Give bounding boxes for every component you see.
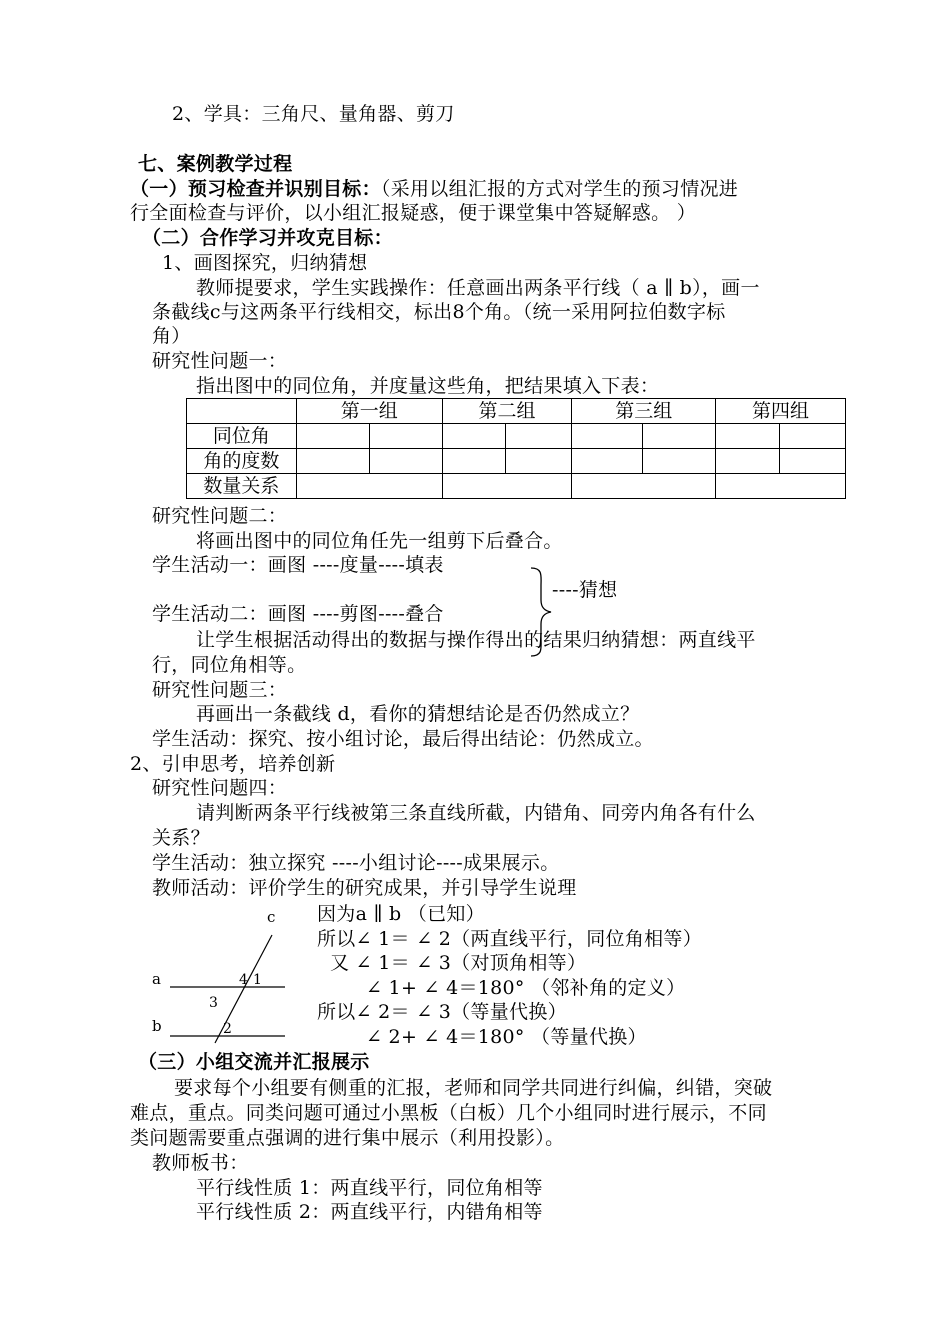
table-cell bbox=[572, 474, 716, 499]
question-1-title: 研究性问题一： bbox=[152, 350, 288, 372]
table-cell bbox=[506, 449, 572, 474]
tools-line: 2、学具：三角尺、量角器、剪刀 bbox=[172, 103, 455, 125]
figure-label-a: a bbox=[152, 970, 161, 988]
table-row-label: 角的度数 bbox=[187, 449, 297, 474]
question-1-text: 指出图中的同位角，并度量这些角，把结果填入下表： bbox=[196, 375, 660, 397]
table-cell bbox=[442, 474, 572, 499]
proof-line-1: 因为a ∥ b （已知） bbox=[317, 903, 485, 925]
table-header-cell: 第四组 bbox=[716, 399, 846, 424]
table-cell bbox=[780, 449, 846, 474]
teacher-requirement-3: 角） bbox=[152, 325, 191, 347]
table-cell bbox=[716, 449, 780, 474]
table-cell bbox=[296, 474, 442, 499]
table-cell bbox=[643, 449, 716, 474]
proof-line-3: 又 ∠ 1＝ ∠ 3（对顶角相等） bbox=[330, 952, 587, 974]
question-3-title: 研究性问题三： bbox=[152, 679, 288, 701]
parallel-lines-figure bbox=[145, 900, 305, 1045]
guess-label: ----猜想 bbox=[552, 579, 618, 601]
question-2-text: 将画出图中的同位角任先一组剪下后叠合。 bbox=[196, 530, 563, 552]
proof-line-4: ∠ 1+ ∠ 4＝180° （邻补角的定义） bbox=[366, 977, 686, 999]
subsection-2-heading: （二）合作学习并攻克目标： bbox=[142, 227, 393, 249]
subsection-1-text-2: 行全面检查与评价，以小组汇报疑惑，便于课堂集中答疑解惑。 ） bbox=[130, 202, 697, 224]
item-2: 2、引申思考，培养创新 bbox=[130, 753, 336, 775]
proof-line-2: 所以∠ 1＝ ∠ 2（两直线平行，同位角相等） bbox=[317, 928, 703, 950]
teacher-board-title: 教师板书： bbox=[152, 1152, 249, 1174]
teacher-activity: 教师活动：评价学生的研究成果，并引导学生说理 bbox=[152, 877, 577, 899]
table-cell bbox=[296, 449, 369, 474]
question-3-text: 再画出一条截线 d，看你的猜想结论是否仍然成立？ bbox=[196, 703, 640, 725]
proof-line-5: 所以∠ 2＝ ∠ 3（等量代换） bbox=[317, 1001, 567, 1023]
student-activity-2: 学生活动二：画图 ----剪图----叠合 bbox=[152, 603, 444, 625]
figure-label-b: b bbox=[152, 1017, 162, 1035]
table-row bbox=[187, 449, 846, 474]
question-4-text-1: 请判断两条平行线被第三条直线所截，内错角、同旁内角各有什么 bbox=[196, 802, 756, 824]
table-cell bbox=[296, 424, 369, 449]
student-activity-4: 学生活动：独立探究 ----小组讨论----成果展示。 bbox=[152, 852, 560, 874]
table-cell bbox=[506, 424, 572, 449]
teacher-requirement-2: 条截线c与这两条平行线相交，标出8个角。（统一采用阿拉伯数字标 bbox=[152, 301, 726, 323]
subsection-3-heading: （三）小组交流并汇报展示 bbox=[138, 1051, 370, 1073]
figure-label-c: c bbox=[267, 908, 276, 926]
property-1: 平行线性质 1：两直线平行，同位角相等 bbox=[196, 1177, 543, 1199]
figure-label-4: 4 bbox=[239, 972, 248, 988]
table-cell bbox=[643, 424, 716, 449]
table-cell bbox=[442, 449, 506, 474]
angle-table bbox=[186, 398, 846, 499]
table-cell bbox=[780, 424, 846, 449]
proof-line-6: ∠ 2+ ∠ 4＝180° （等量代换） bbox=[366, 1026, 647, 1048]
table-cell bbox=[572, 424, 643, 449]
table-header-cell: 第三组 bbox=[572, 399, 716, 424]
subsection-1-text: （采用以组汇报的方式对学生的预习情况进 bbox=[380, 178, 739, 200]
table-header-row bbox=[187, 399, 846, 424]
table-header-cell bbox=[187, 399, 297, 424]
subsection-3-text-2: 难点，重点。同类问题可通过小黑板（白板）几个小组同时进行展示，不同 bbox=[130, 1102, 767, 1124]
table-row-label: 数量关系 bbox=[187, 474, 297, 499]
student-activity-1: 学生活动一：画图 ----度量----填表 bbox=[152, 554, 444, 576]
subsection-3-text-1: 要求每个小组要有侧重的汇报，老师和同学共同进行纠偏，纠错，突破 bbox=[174, 1077, 773, 1099]
question-4-text-2: 关系？ bbox=[152, 827, 210, 849]
table-cell bbox=[716, 424, 780, 449]
subsection-3-text-3: 类问题需要重点强调的进行集中展示（利用投影）。 bbox=[130, 1127, 565, 1149]
figure-label-2: 2 bbox=[223, 1021, 232, 1037]
question-4-title: 研究性问题四： bbox=[152, 777, 288, 799]
figure-label-3: 3 bbox=[209, 995, 218, 1011]
conclusion-line-2: 行，同位角相等。 bbox=[152, 654, 307, 676]
table-cell bbox=[716, 474, 846, 499]
table-cell bbox=[572, 449, 643, 474]
table-cell bbox=[369, 449, 442, 474]
item-1: 1、画图探究，归纳猜想 bbox=[162, 252, 368, 274]
subsection-1-line bbox=[130, 177, 738, 201]
figure-label-1: 1 bbox=[253, 972, 262, 988]
section-heading: 七、案例教学过程 bbox=[138, 153, 293, 175]
table-header-cell: 第一组 bbox=[296, 399, 442, 424]
table-header-cell: 第二组 bbox=[442, 399, 572, 424]
conclusion-line-1: 让学生根据活动得出的数据与操作得出的结果归纳猜想：两直线平 bbox=[196, 629, 756, 651]
teacher-requirement-1: 教师提要求，学生实践操作：任意画出两条平行线（ a ∥ b），画一 bbox=[196, 277, 760, 299]
property-2: 平行线性质 2：两直线平行，内错角相等 bbox=[196, 1201, 543, 1223]
question-2-title: 研究性问题二： bbox=[152, 505, 288, 527]
table-cell bbox=[442, 424, 506, 449]
student-activity-3: 学生活动：探究、按小组讨论，最后得出结论：仍然成立。 bbox=[152, 728, 654, 750]
table-row bbox=[187, 474, 846, 499]
subsection-1-heading: （一）预习检查并识别目标： bbox=[130, 178, 381, 200]
table-cell bbox=[369, 424, 442, 449]
table-row bbox=[187, 424, 846, 449]
table-row-label: 同位角 bbox=[187, 424, 297, 449]
